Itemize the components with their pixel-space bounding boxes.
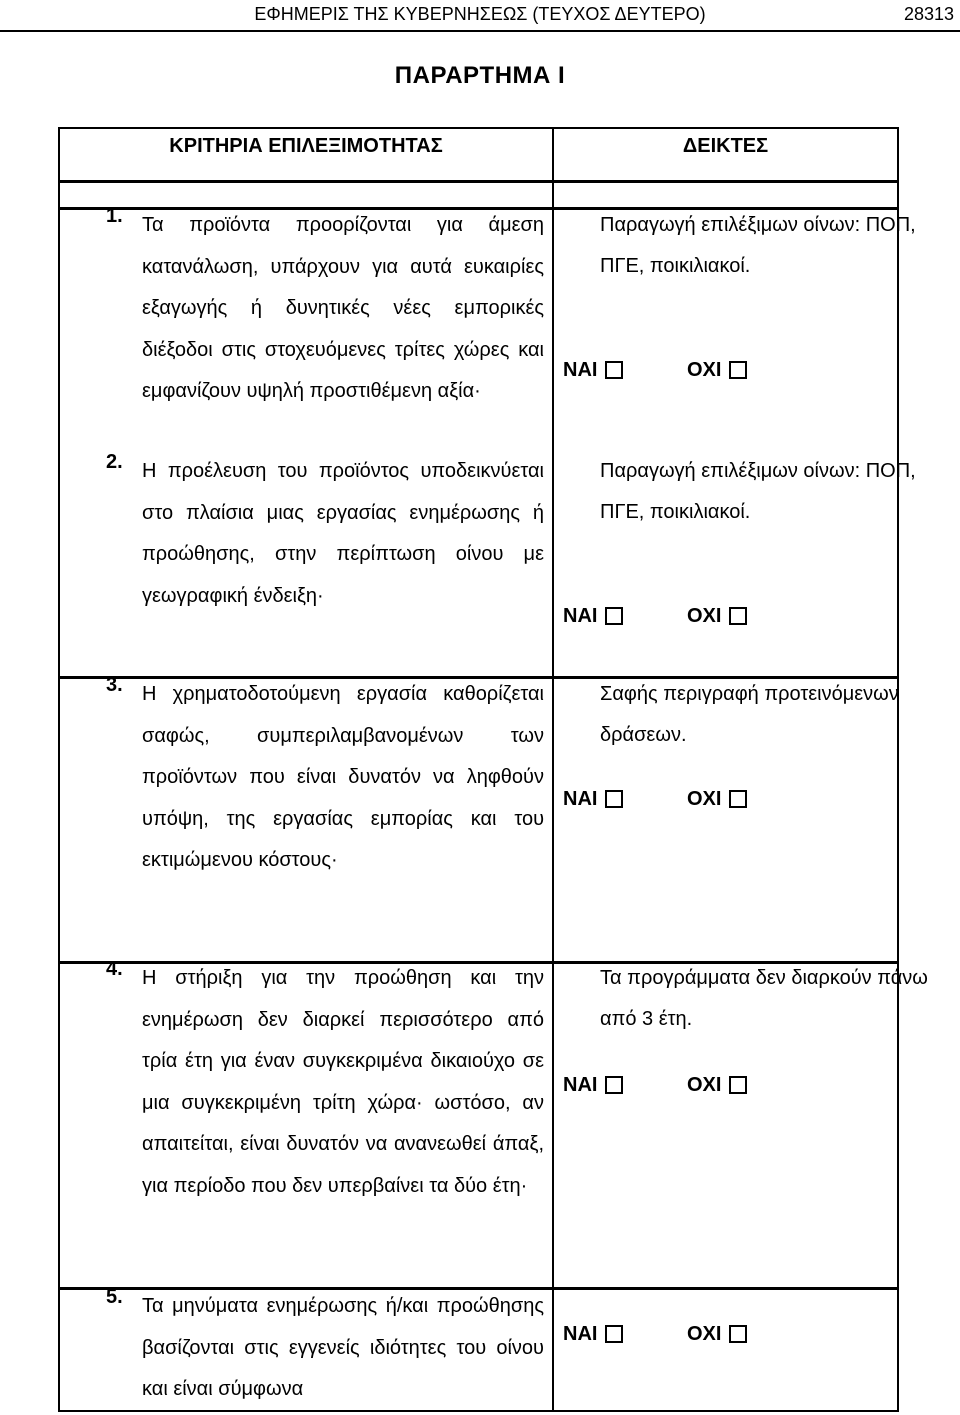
- yes-no-choice-4: [563, 1070, 722, 1098]
- criterion-text: Η στήριξη για την προώθηση και την ενημέρωση δεν διαρκεί περισσότερο από τρία έτη για έναν συγκεκριμένα δικαιούχο σε μια συγκεκριμένη τρίτη χώρα· ωστόσο, αν απαιτείται, είναι δυνατόν να ανανεωθεί άπαξ, για περίοδο που δεν υπερβαίνει τα δύο έτη·: [142, 967, 544, 1197]
- criteria-column-header: ΚΡΙΤΗΡΙΑ ΕΠΙΛΕΞΙΜΟΤΗΤΑΣ: [169, 135, 443, 157]
- criterion-number: 2.: [106, 451, 123, 473]
- annex-title: ΠΑΡΑΡΤΗΜΑ Ι: [394, 62, 566, 89]
- no-label: ΟΧΙ: [687, 1322, 722, 1345]
- criterion-number: 1.: [106, 205, 123, 227]
- yes-label: ΝΑΙ: [563, 787, 598, 810]
- yes-label: ΝΑΙ: [563, 358, 598, 381]
- criterion-text: Η προέλευση του προϊόντος υποδεικνύεται στο πλαίσια μιας εργασίας ενημέρωσης ή προώθησης, στην περίπτωση οίνου με γεωγραφική ένδειξη·: [142, 460, 544, 607]
- no-label: ΟΧΙ: [687, 1073, 722, 1096]
- no-label: ΟΧΙ: [687, 358, 722, 381]
- indicator-1: Παραγωγή επιλέξιμων οίνων: ΠΟΠ, ΠΓΕ, ποικιλιακοί.: [600, 214, 916, 277]
- indicator-2: Παραγωγή επιλέξιμων οίνων: ΠΟΠ, ΠΓΕ, ποικιλιακοί.: [600, 460, 916, 523]
- yes-no-choice-1: [563, 355, 722, 383]
- no-checkbox[interactable]: [729, 607, 747, 625]
- criterion-number: 4.: [106, 958, 123, 980]
- criterion-text: Η χρηματοδοτούμενη εργασία καθορίζεται σαφώς, συμπεριλαμβανομένων των προϊόντων που είναι δυνατόν να ληφθούν υπόψη, της εργασίας εμπορίας και του εκτιμώμενου κόστους·: [142, 683, 544, 871]
- no-label: ΟΧΙ: [687, 604, 722, 627]
- criterion-number: 3.: [106, 674, 123, 696]
- indicators-column-header: ΔΕΙΚΤΕΣ: [682, 135, 769, 157]
- criterion-1: [106, 205, 544, 413]
- column-divider: [552, 129, 554, 1410]
- gazette-title: ΕΦΗΜΕΡΙΣ ΤΗΣ ΚΥΒΕΡΝΗΣΕΩΣ (ΤΕΥΧΟΣ ΔΕΥΤΕΡΟ): [254, 4, 706, 24]
- no-checkbox[interactable]: [729, 790, 747, 808]
- criterion-5: [106, 1286, 544, 1411]
- criteria-table: [58, 127, 928, 1412]
- indicator-4: Τα προγράμματα δεν διαρκούν πάνω από 3 έτη.: [600, 967, 928, 1030]
- criterion-4: [106, 958, 544, 1207]
- yes-checkbox[interactable]: [605, 1325, 623, 1343]
- yes-checkbox[interactable]: [605, 607, 623, 625]
- yes-label: ΝΑΙ: [563, 1322, 598, 1345]
- criterion-number: 5.: [106, 1286, 123, 1308]
- no-checkbox[interactable]: [729, 361, 747, 379]
- page-number: 28313: [903, 4, 954, 24]
- yes-checkbox[interactable]: [605, 361, 623, 379]
- indicator-3: Σαφής περιγραφή προτεινόμενων δράσεων.: [600, 683, 899, 746]
- yes-no-choice-2: [563, 601, 722, 629]
- no-label: ΟΧΙ: [687, 787, 722, 810]
- criterion-3: [106, 674, 544, 882]
- yes-no-choice-5: [563, 1319, 722, 1347]
- criterion-text: Τα μηνύματα ενημέρωσης ή/και προώθησης βασίζονται στις εγγενείς ιδιότητες του οίνου και είναι σύμφωνα: [142, 1295, 544, 1400]
- row-divider: [60, 180, 897, 183]
- yes-checkbox[interactable]: [605, 790, 623, 808]
- criterion-text: Τα προϊόντα προορίζονται για άμεση κατανάλωση, υπάρχουν για αυτά ευκαιρίες εξαγωγής ή δυνητικές νέες εμπορικές διέξοδοι στις στοχευόμενες τρίτες χώρες και εμφανίζουν υψηλή προστιθέμενη αξία·: [142, 214, 544, 402]
- no-checkbox[interactable]: [729, 1325, 747, 1343]
- running-header: [0, 0, 960, 32]
- yes-label: ΝΑΙ: [563, 1073, 598, 1096]
- yes-label: ΝΑΙ: [563, 604, 598, 627]
- yes-no-choice-3: [563, 784, 722, 812]
- criterion-2: [106, 451, 544, 617]
- no-checkbox[interactable]: [729, 1076, 747, 1094]
- yes-checkbox[interactable]: [605, 1076, 623, 1094]
